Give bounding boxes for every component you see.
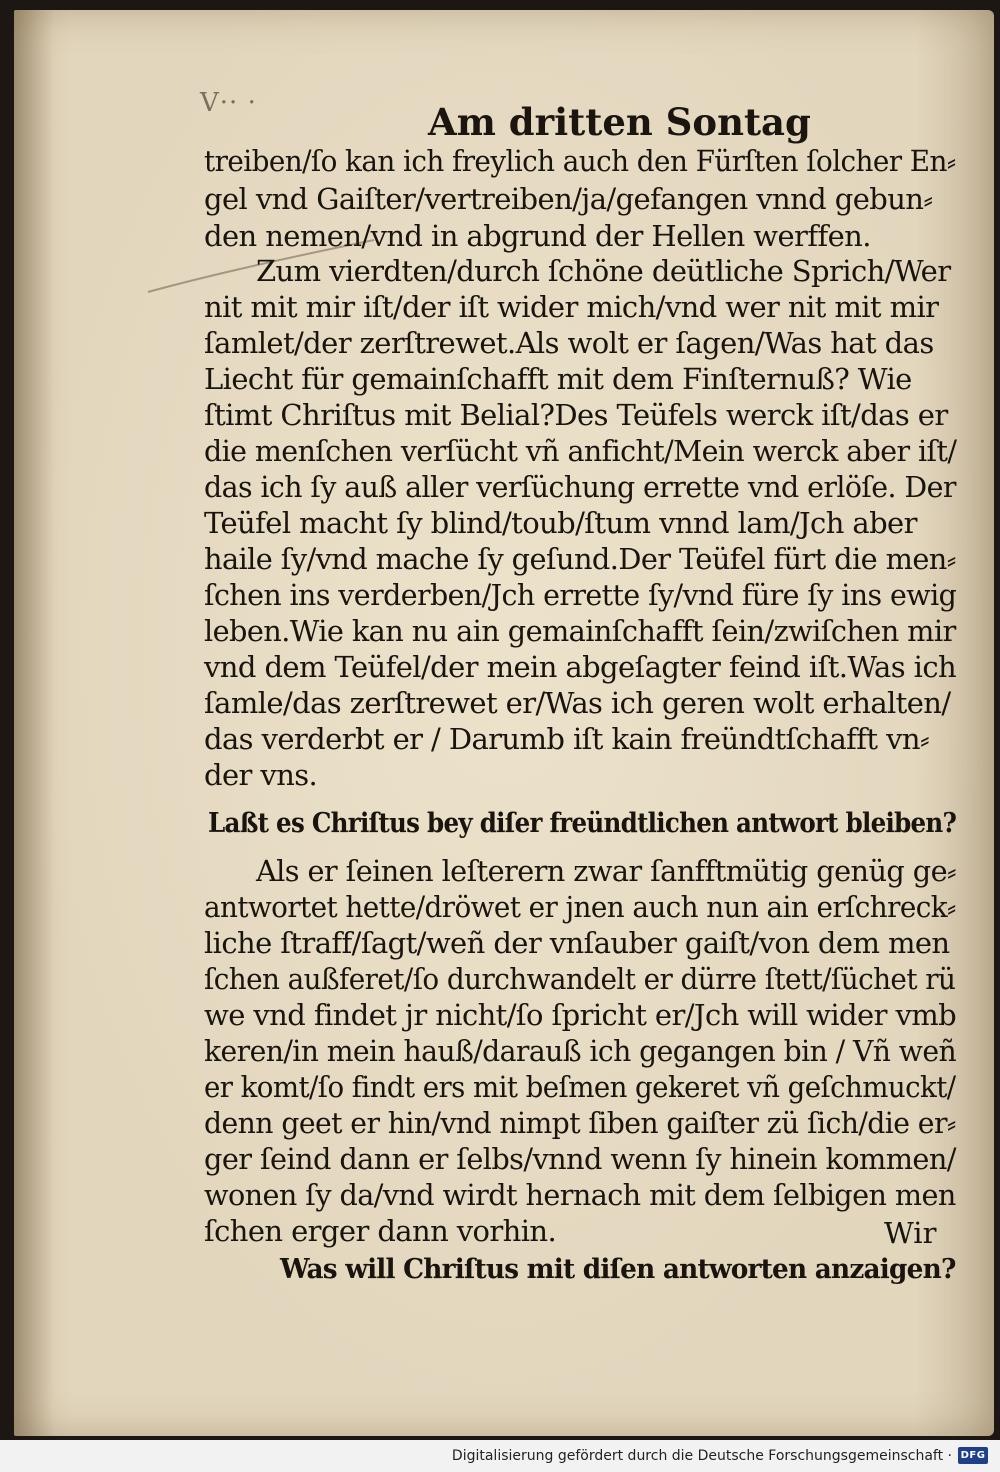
text-line: er komt/ſo findt ers mit beſmen gekeret vñ geſchmuckt/ (204, 1070, 956, 1104)
text-line: keren/in mein hauß/darauß ich gegangen bin / Vñ weñ (204, 1034, 957, 1068)
running-head: Am dritten Sontag (428, 100, 811, 144)
text-line: antwortet hette/dröwet er jnen auch nun ain erſchreck⸗ (204, 890, 956, 924)
text-line: Teüfel macht ſy blind/toub/ſtum vnnd lam/Jch aber (204, 506, 917, 540)
text-line: Zum vierdten/durch ſchöne deütliche Sprich/Wer (256, 254, 951, 288)
text-line: Liecht für gemainſchafft mit dem Finſternuß? Wie (204, 362, 912, 396)
text-line: wonen ſy da/vnd wirdt hernach mit dem ſelbigen men (204, 1178, 956, 1212)
text-line: ger ſeind dann er ſelbs/vnnd wenn ſy hinein kommen/ (204, 1142, 956, 1176)
text-line: liche ſtraff/ſagt/weñ der vnſauber gaiſt/von dem men (204, 926, 950, 960)
dfg-logo: DFG (958, 1447, 988, 1464)
text-line: ſtimt Chriſtus mit Belial?Des Teüfels werck iſt/das er (204, 398, 948, 432)
text-line: ſchen ins verderben/Jch errette ſy/vnd füre ſy ins ewig (204, 578, 957, 612)
question-heading: Laßt es Chriſtus bey diſer freündtlichen antwort bleiben? (208, 808, 957, 839)
catchword: Wir (884, 1216, 937, 1250)
text-line: denn geet er hin/vnd nimpt ſiben gaiſter zü ſich/die er⸗ (204, 1106, 956, 1140)
text-line: die menſchen verſücht vñ anficht/Mein werck aber iſt/ (204, 434, 957, 468)
text-line: we vnd findet jr nicht/ſo ſpricht er/Jch will wider vmb (204, 998, 957, 1032)
faint-header-mark: V·· · (200, 88, 257, 118)
text-line: ſchen erger dann vorhin. (204, 1214, 557, 1248)
text-line: haile ſy/vnd mache ſy geſund.Der Teüfel fürt die men⸗ (204, 542, 956, 576)
text-line: treiben/ſo kan ich freylich auch den Fürſten ſolcher En⸗ (204, 144, 956, 178)
text-line: das verderbt er / Darumb iſt kain freündtſchafft vn⸗ (204, 722, 930, 756)
question-heading: Was will Chriſtus mit diſen antworten anzaigen? (280, 1254, 956, 1285)
text-line: vnd dem Teüfel/der mein abgeſagter feind iſt.Was ich (204, 650, 957, 684)
funding-credit: Digitalisierung gefördert durch die Deutsche Forschungsgemeinschaft · (451, 1448, 952, 1464)
text-line: ſamlet/der zerſtrewet.Als wolt er ſagen/Was hat das (204, 326, 934, 360)
text-line: nit mit mir iſt/der iſt wider mich/vnd wer nit mit mir (204, 290, 939, 324)
gutter-shadow (14, 10, 54, 1436)
text-line: ſamle/das zerſtrewet er/Was ich geren wolt erhalten/ (204, 686, 951, 720)
footer-bar (0, 1440, 1000, 1472)
text-line: gel vnd Gaiſter/vertreiben/ja/gefangen vnnd gebun⸗ (204, 182, 933, 216)
text-line: ſchen außferet/ſo durchwandelt er dürre ſtett/ſüchet rü (204, 962, 956, 996)
text-line: der vns. (204, 758, 318, 792)
text-line: leben.Wie kan nu ain gemainſchafft ſein/zwiſchen mir (204, 614, 956, 648)
text-line: das ich ſy auß aller verſüchung errette vnd erlöſe. Der (204, 470, 956, 504)
text-line: den nemen/vnd in abgrund der Hellen werffen. (204, 219, 871, 253)
text-line: Als er ſeinen leſterern zwar ſanfftmütig genüg ge⸗ (256, 854, 957, 888)
